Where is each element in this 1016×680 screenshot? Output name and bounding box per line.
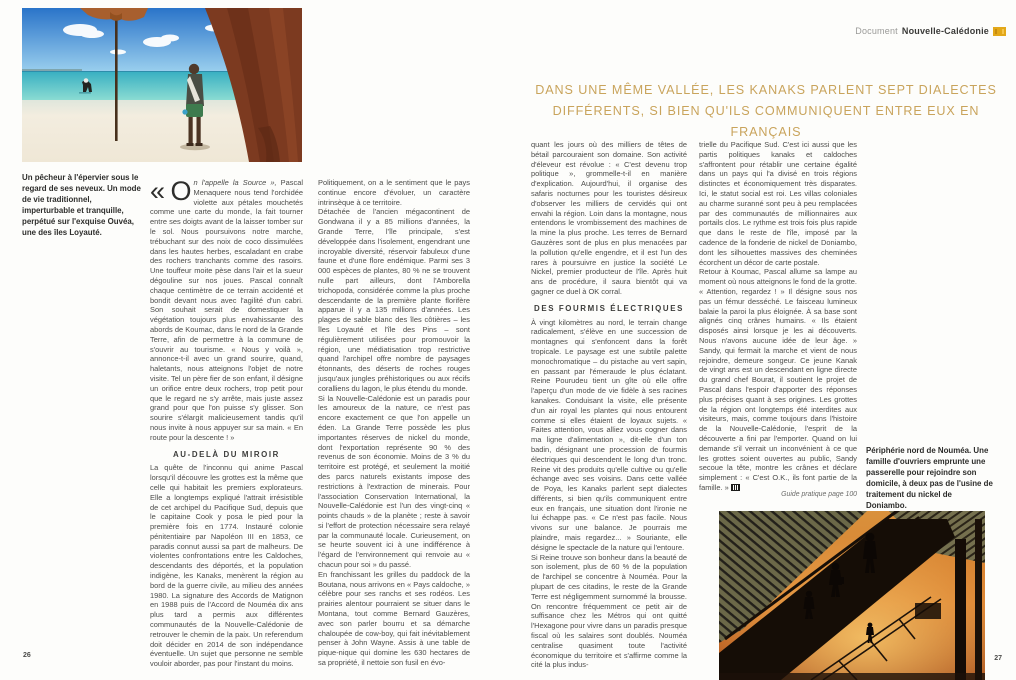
geo-gold-badge-icon xyxy=(993,27,1006,36)
pull-quote: DANS UNE MÊME VALLÉE, LES KANAKS PARLENT SEPT DIALECTES DIFFÉRENTS, SI BIEN QU'ILS COMMUNIQUENT ENTRE EUX EN FRANÇAIS xyxy=(535,83,997,139)
section-heading-miroir: AU-DELÀ DU MIROIR xyxy=(173,449,280,459)
document-header xyxy=(855,26,1006,36)
page-number-right: 27 xyxy=(994,655,1002,662)
beach-photo xyxy=(22,8,302,162)
closing-paragraph: Retour à Koumac, Pascal allume sa lampe au moment où nous atteignons le fond de la grotte. « Attention, regardez ! » Il désigne sous nos pas un fémur desséché. Le faisceau lumineux balaie la paroi la plus éloignée. À sa base sont alignés cinq crânes humains. « Ils étaient disposés ainsi lorsque je les ai découverts. Nous n'avons aucune idée de leur âge. » Sandy, qui fermait la marche et vient de nous rejoindre, demeure songeur. Ce jeune Kanak de vingt ans est un descendant en ligne directe du grand chef Bourat, il soutient le projet de Pascal dans l'espoir d'apporter des réponses plus précises quant à ses origines. Les grottes de la région ont longtemps été interdites aux visiteurs, mais, comme toujours dans l'histoire de la Nouvelle-Calédonie, l'esprit de la découverte a fini par l'emporter. Quand on lui demande s'il verrait un inconvénient à ce que les grottes soient ouvertes au public, Sandy secoue la tête, montre les crânes et déclare simplement : « C'est O.K., ils font partie de la famille. » xyxy=(699,267,857,492)
beach-photo-caption: Un pêcheur à l'épervier sous le regard de ses neveux. Un mode de vie traditionnel, imperturbable et tranquille, perpétué sur l'exquise Ouvéa, une des îles Loyauté. xyxy=(22,173,141,237)
article-end-logo-icon xyxy=(731,484,740,491)
article-column-2: Politiquement, on a le sentiment que le pays continue encore d'évoluer, un caractère intrinsèque à ce territoire. Détachée de l'ancien mégacontinent de Gondwana il y a 85 millions d'années, la Grande Terre, l'île principale, s'est développée dans l'isolement, engendrant une incroyable diversité, réservoir fabuleux d'une faune et d'une flore endémique. Parmi ses 3 000 espèces de plantes, 80 % ne se trouvent nulle part ailleurs, dont l'Amborella trichopoda, considérée comme la plus proche descendante de la première plante florifère apparue il y a 135 millions d'années. Les plages de sable blanc des îles côtières – les îles Loyauté et l'île des Pins – sont régulièrement utilisées pour promouvoir la région, une médiatisation trop restrictive quand l'archipel offre nombre de paysages étonnants, des déserts de roches rouges jusqu'aux jungles préhistoriques ou aux récifs coralliens du lagon, le plus étendu du monde. Si la Nouvelle-Calédonie est un paradis pour les amoureux de la nature, ce n'est pas encore exactement ce que l'on appelle un éden. La Grande Terre possède les plus importantes réserves de nickel du monde, dont l'exportation représente 90 % des revenus de son économie. Moins de 3 % du territoire est protégé, et seulement la moitié des parcs naturels existants impose des restrictions à l'extraction de minerais. Pour l'association Conservation International, la Nouvelle-Calédonie est l'un des vingt-cinq « points chauds » de la planète ; reste à savoir si l'effort de protection nécessaire sera relayé par la communauté locale. Curieusement, on se heurte souvent ici à une indifférence à l'égard de l'environnement qui renvoie au « chacun pour soi » du passé. En franchissant les grilles du paddock de la Boutana, nous arrivons en « Pays caldoche, » célèbre pour ses ranchs et ses rodéos. Les prairies alentour pourraient se situer dans le Montana, tout comme Bernard Gauzères, avec son parler bourru et sa démarche chaloupée de cow-boy, qui fait inévitablement penser à John Wayne. Assis à une table de pique-nique qui domine les 630 hectares de sa propriété, il nettoie son fusil en évo- xyxy=(318,178,470,668)
factory-photo-caption: Périphérie nord de Nouméa. Une famille d'ouvriers emprunte une passerelle pour rejoindre son domicile, à deux pas de l'usine de traitement du nickel de Doniambo. xyxy=(866,446,993,510)
page-number-left: 26 xyxy=(23,652,31,659)
section-heading-fourmis: DES FOURMIS ÉLECTRIQUES xyxy=(534,303,684,313)
article-column-4: trielle du Pacifique Sud. C'est ici aussi que les partis politiques kanaks et caldoches s'affrontent pour rétablir une certaine égalité dans un pays qui l'a divisé en trois régions distinctes et économiquement très disparates. Ici, le statut social est roi. Les villas coloniales au charme suranné sont peu à peu remplacées par des communautés de millionnaires aux portails clos. Le rythme est trois fois plus rapide que dans le reste de l'île, imposé par la cadence de la fonderie de nickel de Doniambo, dont les silhouettes massives des cheminées écorchent un décor de carte postale. Retour à Koumac, Pascal allume sa lampe au moment où nous atteignons le fond de la grotte. « Attention, regardez ! » Il désigne sous nos pas un fémur desséché. Le faisceau lumineux balaie la paroi la plus éloignée. À sa base sont alignés cinq crânes humains. « Ils étaient disposés ainsi lorsque je les ai découverts. Nous n'avons aucune idée de leur âge. » Sandy, qui fermait la marche et vient de nous rejoindre, demeure songeur. Ce jeune Kanak de vingt ans est un descendant en ligne directe du grand chef Bourat, il soutient le projet de Pascal dans l'espoir d'apporter des réponses plus précises quant à ses origines. Les grottes de la région ont longtemps été interdites aux visiteurs, mais, comme toujours dans l'histoire de la Nouvelle-Calédonie, l'esprit de la découverte a fini par l'emporter. Quand on lui demande s'il verrait un inconvénient à ce que les grottes soient ouvertes au public, Sandy secoue la tête, montre les crânes et déclare simplement : « C'est O.K., ils font partie de la famille. » xyxy=(699,140,857,492)
opening-paragraph: « O n l'appelle la Source », Pascal Menaquere nous tend l'orchidée violette aux pétales mouchetés comme une carte du monde, la fait tourner entre ses doigts avant de la laisser tomber sur le sol. Nous poursuivons notre marche, trébuchant sur des noix de coco dissimulées dans les hautes herbes, escaladant en crabe des rochers tranchants comme des rasoirs. Une touffeur moite pèse dans l'air et la sueur dégouline sur nos joues. Pascal connaît chaque centimètre de ce terrain accidenté et bondit devant nous avec l'agilité d'un cabri. Son souhait serait de domestiquer la végétation toujours plus envahissante des abords de Koumac, dans le nord de la Grande Terre, afin de permettre à la commune de s'ouvrir au tourisme. « Nous y voilà », annonce-t-il avec un grand sourire, quand, haletants, nous atteignons l'objet de notre visite. Tel un père fier de son enfant, il désigne un orifice entre deux rochers, trop petit pour que le regard ne s'y arrête, mais juste assez grand pour que l'on puisse s'y glisser. Son sourire s'élargit malicieusement tandis qu'il nous invite à nous appuyer sur sa main. « En route pour la descente ! » xyxy=(150,176,303,442)
guide-note: Guide pratique page 100 xyxy=(781,491,857,498)
article-column-3: quant les jours où des milliers de têtes de bétail parcouraient son domaine. Son activité d'éleveur est révolue : « C'est devenu trop politique », grommelle-t-il en manière d'explication. Aujourd'hui, il organise des safaris nocturnes pour les touristes désireux d'observer les milliers de cervidés qui ont envahi la région. Loin dans la montagne, nous entendons le vrombissement des machines de la mine la plus proche. Les terres de Bernard Gauzères sont de plus en plus menacées par la pollution qu'elle engendre, et il est l'un des rares à poursuivre en justice la société Le Nickel, premier producteur de l'île. Après huit ans de procédure, il saura bientôt qui va gagner ce duel à OK corral. DES FOURMIS ÉLECTRIQUES À vingt kilomètres au nord, le terrain change radicalement, s'élève en une succession de montagnes qui s'enfoncent dans la forêt tropicale. Le paysage est une subtile palette monochromatique – du pistache au vert sapin, en passant par l'émeraude le plus éclatant. Reine Pourudeu tient un gîte où elle offre l'aperçu d'un mode de vie fidèle à ses racines kanakes. Conduisant la visite, elle présente d'un air royal les plantes qui nous entourent comme si elles étaient de loyaux sujets. « Faites attention, vous alliez vous cogner dans ma ligne d'alimentation », dit-elle d'un ton badin, désignant une procession de fourmis électriques qui descendent le long d'un tronc. Reine vit des produits qu'elle cultive ou qu'elle échange avec ses voisins. Dans cette vallée de Poya, les Kanaks parlent sept dialectes différents, si bien qu'ils communiquent entre eux en français, une situation dont l'ironie ne lui échappe pas. « Ce n'est pas facile. Nous vivons sur une balance. Je pourrais me plaindre, mais regardez... » Souriante, elle désigne le spectacle de la nature qui l'entoure. Si Reine trouve son bonheur dans la beauté de son isolement, plus de 60 % de la population de l'archipel se concentre à Nouméa. Pour la plupart de ces citadins, le reste de la Grande Terre est négligemment surnommé la brousse. On rencontre fréquemment ce petit air de suffisance chez les Métros qui ont quitté l'Hexagone pour vivre dans un paradis presque fiscal où les salaires sont doublés. Nouméa centralise quasiment toute l'activité économique du territoire et s'affirme comme la cité la plus indus- xyxy=(531,140,687,670)
article-column-1: « O n l'appelle la Source », Pascal Menaquere nous tend l'orchidée violette aux pétales mouchetés comme une carte du monde, la fait tourner entre ses doigts avant de la laisser tomber sur le sol. Nous poursuivons notre marche, trébuchant sur des noix de coco dissimulées dans les hautes herbes, escaladant en crabe des rochers tranchants comme des rasoirs. Une touffeur moite pèse dans l'air et la sueur dégouline sur nos joues. Pascal connaît chaque centimètre de ce terrain accidenté et bondit devant nous avec l'agilité d'un cabri. Son souhait serait de domestiquer la végétation toujours plus envahissante des abords de Koumac, dans le nord de la Grande Terre, afin de permettre à la commune de s'ouvrir au tourisme. « Nous y voilà », annonce-t-il avec un grand sourire, quand, haletants, nous atteignons l'objet de notre visite. Tel un père fier de son enfant, il désigne un orifice entre deux rochers, trop petit pour que le regard ne s'y arrête, mais juste assez grand pour que l'on puisse s'y glisser. Son sourire s'élargit malicieusement tandis qu'il nous invite à nous appuyer sur sa main. « En route pour la descente ! » AU-DELÀ DU MIROIR La quête de l'inconnu qui anime Pascal lorsqu'il découvre les grottes est la même que celle qui habitait les premiers explorateurs. Elle a longtemps expliqué l'attrait irrésistible de cet archipel du Pacifique Sud, depuis que le capitaine Cook y posa le pied pour la première fois en 1774. Instauré colonie pénitentiaire par Napoléon III en 1853, ce paradis connut aussi sa part de malheurs. De violentes confrontations entre les Caldoches, descendants des déportés, et la population indigène, les Kanaks, menèrent la région au bord de la guerre civile, au milieu des années 1980. La signature des Accords de Matignon en 1988 puis de l'Accord de Nouméa dix ans plus tard a permis aux différentes communautés de la Nouvelle-Calédonie de retrouver le chemin de la paix. Un referendum doit décider en 2014 de son indépendance éventuelle. Un sujet que personne ne semble vouloir aborder, pas pour l'instant du moins. xyxy=(150,176,303,669)
factory-photo xyxy=(719,511,985,680)
drop-cap: « O xyxy=(150,176,191,206)
header-kicker: Document xyxy=(855,26,898,36)
header-title: Nouvelle-Calédonie xyxy=(901,26,989,36)
